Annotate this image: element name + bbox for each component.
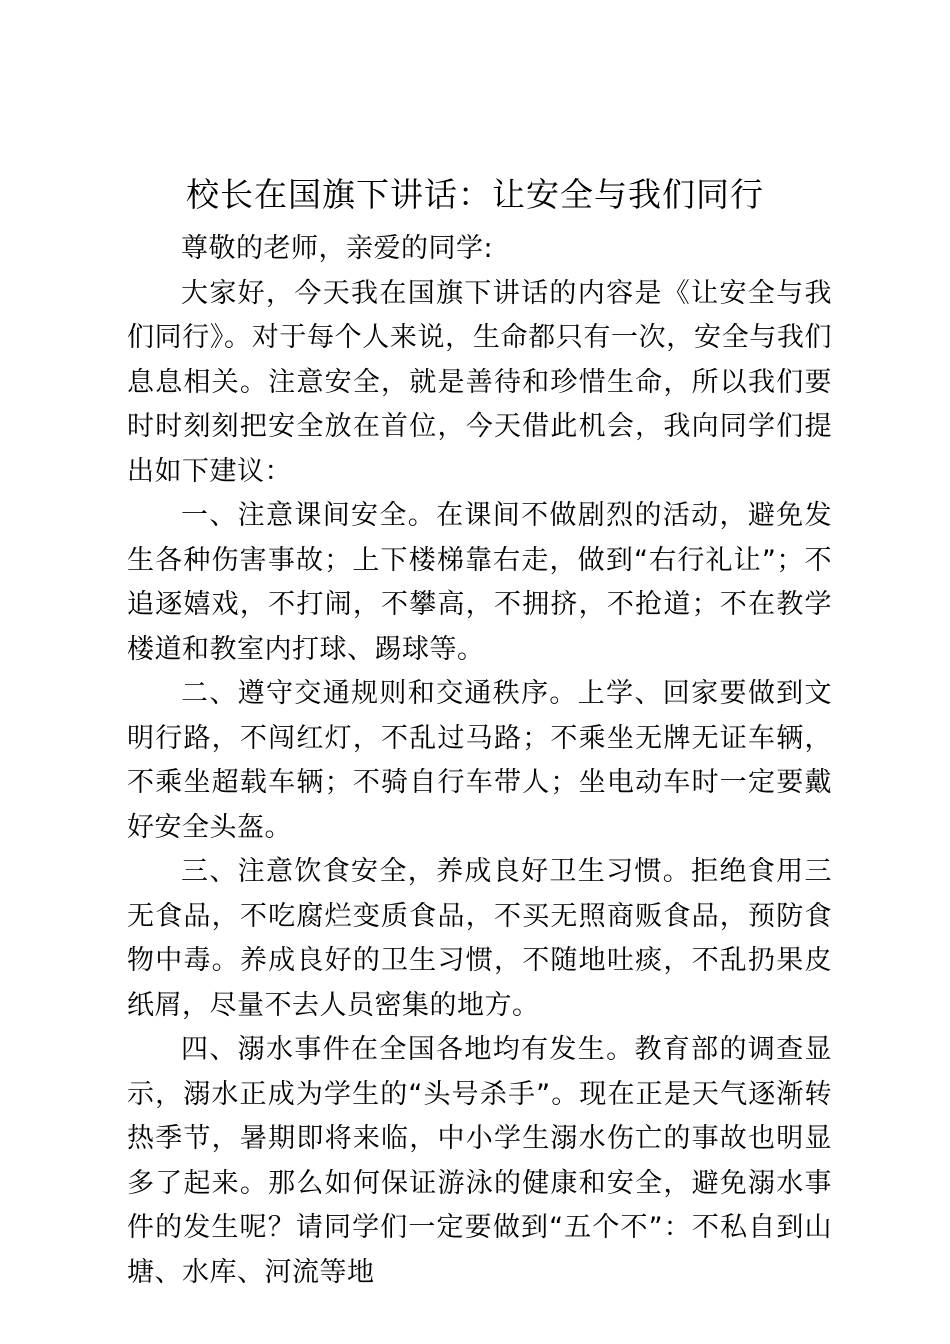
- paragraph-drowning-safety: 四、溺水事件在全国各地均有发生。教育部的调查显示，溺水正成为学生的“头号杀手”。现在正是天气逐渐转热季节，暑期即将来临，中小学生溺水伤亡的事故也明显多了起来。那么如何保证游泳的健康和安全，避免溺水事件的发生呢？请同学们一定要做到“五个不”：不私自到山塘、水库、河流等地: [127, 1034, 832, 1288]
- document-title: 校长在国旗下讲话：让安全与我们同行: [186, 175, 764, 214]
- paragraph-food-safety: 三、注意饮食安全，养成良好卫生习惯。拒绝食用三无食品，不吃腐烂变质食品，不买无照商贩食品，预防食物中毒。养成良好的卫生习惯，不随地吐痰，不乱扔果皮纸屑，尽量不去人员密集的地方。: [127, 856, 832, 1021]
- paragraph-class-break-safety: 一、注意课间安全。在课间不做剧烈的活动，避免发生各种伤害事故；上下楼梯靠右走，做到“右行礼让”；不追逐嬉戏，不打闹，不攀高，不拥挤，不抢道；不在教学楼道和教室内打球、踢球等。: [127, 500, 832, 665]
- salutation: 尊敬的老师，亲爱的同学:: [181, 233, 494, 264]
- document-body: [127, 227, 832, 1295]
- paragraph-traffic-safety: 二、遵守交通规则和交通秩序。上学、回家要做到文明行路，不闯红灯，不乱过马路；不乘坐无牌无证车辆，不乘坐超载车辆；不骑自行车带人；坐电动车时一定要戴好安全头盔。: [127, 678, 832, 843]
- paragraph-intro: 大家好，今天我在国旗下讲话的内容是《让安全与我们同行》。对于每个人来说，生命都只有一次，安全与我们息息相关。注意安全，就是善待和珍惜生命，所以我们要时时刻刻把安全放在首位，今天借此机会，我向同学们提出如下建议：: [127, 277, 832, 487]
